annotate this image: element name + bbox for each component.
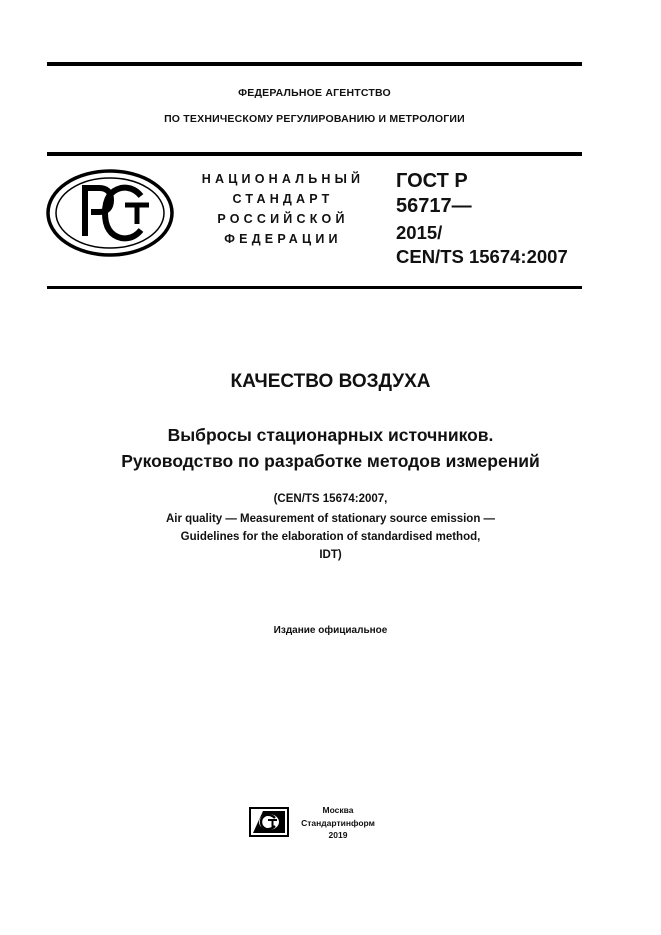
- agency-line-1: ФЕДЕРАЛЬНОЕ АГЕНТСТВО: [238, 87, 391, 99]
- rst-emblem-icon: [45, 168, 175, 258]
- publisher-year: 2019: [328, 830, 348, 840]
- standard-type-line-4: ФЕДЕРАЦИИ: [224, 232, 342, 246]
- edition-note: Издание официальное: [273, 625, 388, 636]
- publisher-name: Стандартинформ: [301, 818, 375, 828]
- publisher-city: Москва: [322, 805, 354, 815]
- reference-line-2: Air quality — Measurement of stationary source emission —: [165, 513, 496, 525]
- reference-line-3: Guidelines for the elaboration of standardised method,: [180, 531, 481, 543]
- designation-line-3: 2015/: [396, 222, 443, 243]
- standard-type-line-3: РОССИЙСКОЙ: [217, 212, 349, 226]
- standard-type-line-1: НАЦИОНАЛЬНЫЙ: [201, 172, 365, 186]
- reference-line-1: (CEN/TS 15674:2007,: [273, 493, 388, 505]
- subtitle-line-1: Выбросы стационарных источников.: [167, 425, 494, 445]
- designation-line-2: 56717—: [396, 195, 472, 217]
- reference-line-4: IDT): [319, 549, 342, 561]
- top-rule: [47, 62, 582, 66]
- subtitle-line-2: Руководство по разработке методов измерений: [121, 451, 540, 471]
- standard-type-line-2: СТАНДАРТ: [232, 192, 334, 206]
- agency-line-2: ПО ТЕХНИЧЕСКОМУ РЕГУЛИРОВАНИЮ И МЕТРОЛОГИИ: [164, 113, 465, 125]
- lower-rule: [47, 286, 582, 289]
- designation-line-4: CEN/TS 15674:2007: [396, 246, 568, 267]
- standartinform-logo-icon: [249, 807, 289, 837]
- designation-line-1: ГОСТ Р: [396, 170, 468, 192]
- middle-rule: [47, 152, 582, 156]
- document-title: КАЧЕСТВО ВОЗДУХА: [230, 371, 431, 392]
